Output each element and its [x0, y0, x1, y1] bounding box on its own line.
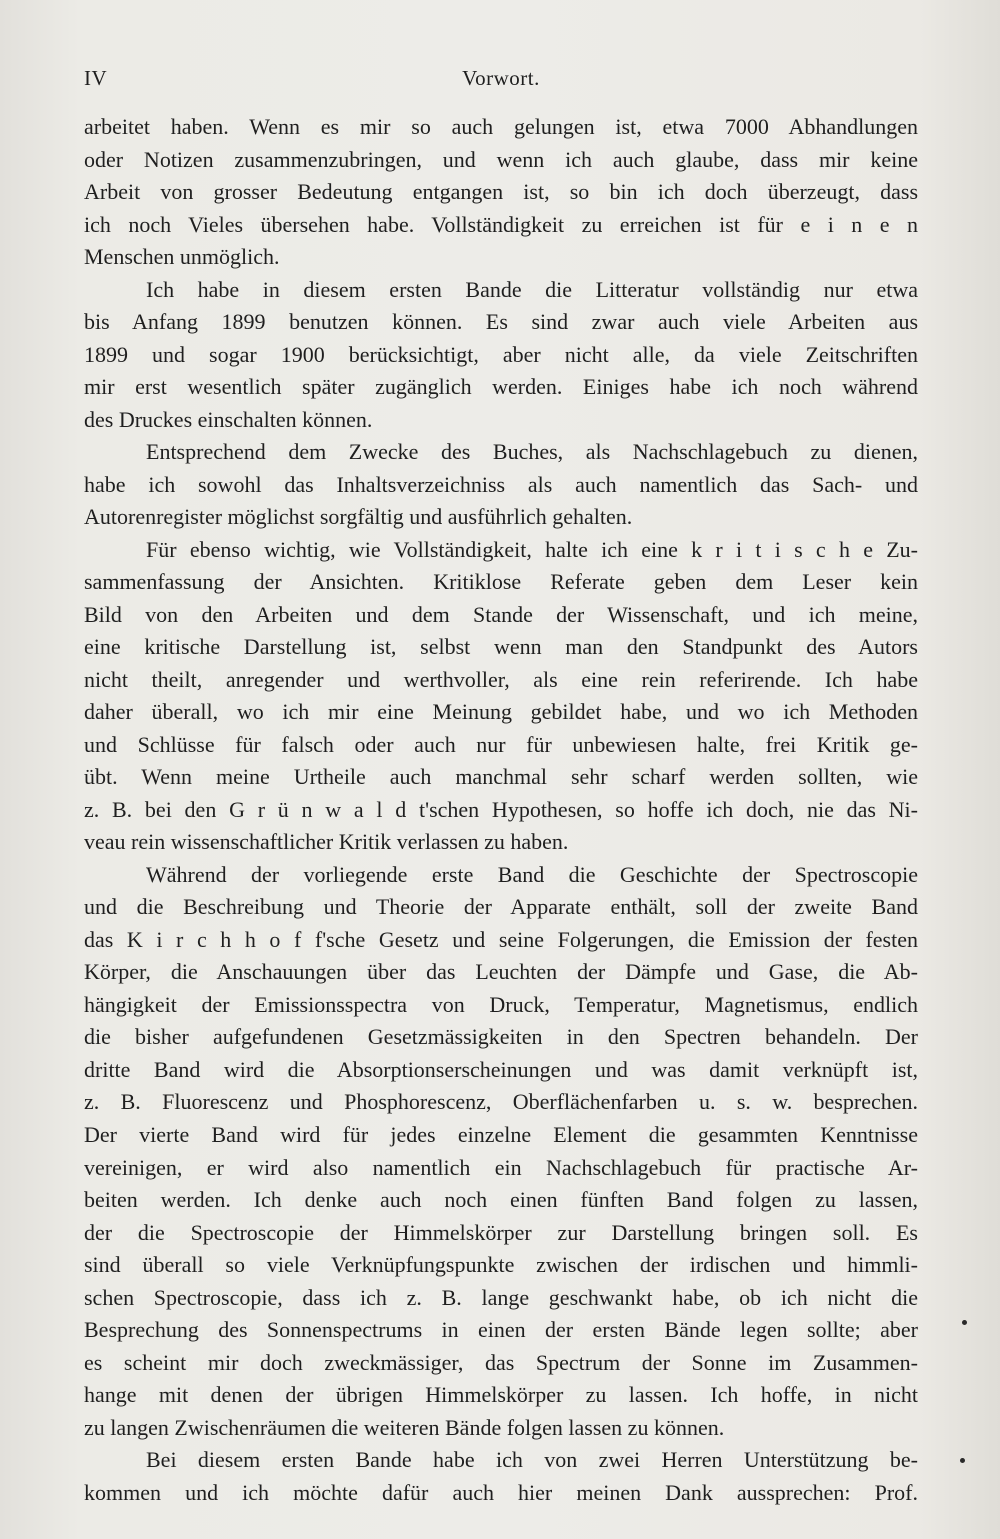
- scan-speck: [960, 1458, 965, 1463]
- text-line: habe ich sowohl das Inhaltsverzeichniss als auch namentlich das Sach- und: [84, 471, 918, 497]
- text-line: Der vierte Band wird für jedes einzelne Element die gesammten Kenntnisse: [84, 1121, 918, 1147]
- text-line: Bei diesem ersten Bande habe ich von zwei Herren Unterstützung be-: [146, 1447, 918, 1473]
- text-line: übt. Wenn meine Urtheile auch manchmal sehr scharf werden sollten, wie: [84, 764, 918, 790]
- preface-text: [84, 111, 918, 1509]
- text-line: nicht theilt, anregender und werthvoller, als eine rein referirende. Ich habe: [84, 666, 918, 692]
- text-line: 1899 und sogar 1900 berücksichtigt, aber nicht alle, da viele Zeitschriften: [84, 341, 918, 367]
- text-line: der die Spectroscopie der Himmelskörper zur Darstellung bringen soll. Es: [84, 1219, 918, 1245]
- text-line: das K i r c h h o f f'sche Gesetz und seine Folgerungen, die Emission der festen: [84, 926, 918, 952]
- text-line: sammenfassung der Ansichten. Kritiklose Referate geben dem Leser kein: [84, 569, 918, 595]
- text-line: zu langen Zwischenräumen die weiteren Bände folgen lassen zu können.: [84, 1414, 725, 1440]
- text-line: die bisher aufgefundenen Gesetzmässigkeiten in den Spectren behandeln. Der: [84, 1024, 918, 1050]
- text-line: dritte Band wird die Absorptionserscheinungen und was damit verknüpft ist,: [84, 1056, 918, 1082]
- text-line: hängigkeit der Emissionsspectra von Druck, Temperatur, Magnetismus, endlich: [84, 991, 918, 1017]
- page-number: IV: [84, 66, 108, 90]
- text-line: arbeitet haben. Wenn es mir so auch gelungen ist, etwa 7000 Abhandlungen: [84, 114, 918, 139]
- page-header: [84, 66, 918, 96]
- text-line: Körper, die Anschauungen über das Leuchten der Dämpfe und Gase, die Ab-: [84, 959, 918, 985]
- text-line: veau rein wissenschaftlicher Kritik verlassen zu haben.: [84, 829, 569, 855]
- text-line: Besprechung des Sonnenspectrums in einen der ersten Bände legen sollte; aber: [84, 1317, 918, 1343]
- text-line: z. B. Fluorescenz und Phosphorescenz, Oberflächenfarben u. s. w. besprechen.: [84, 1089, 918, 1115]
- text-line: Arbeit von grosser Bedeutung entgangen ist, so bin ich doch überzeugt, dass: [84, 179, 918, 205]
- text-line: Entsprechend dem Zwecke des Buches, als Nachschlagebuch zu dienen,: [146, 439, 918, 465]
- text-line: Während der vorliegende erste Band die Geschichte der Spectroscopie: [146, 861, 918, 887]
- text-line: Menschen unmöglich.: [84, 244, 280, 270]
- text-line: sind überall so viele Verknüpfungspunkte zwischen der irdischen und himmli-: [84, 1252, 918, 1278]
- text-line: hange mit denen der übrigen Himmelskörper zu lassen. Ich hoffe, in nicht: [84, 1382, 918, 1408]
- text-line: und Schlüsse für falsch oder auch nur für unbewiesen halte, frei Kritik ge-: [84, 731, 918, 757]
- text-line: ich noch Vieles übersehen habe. Vollständigkeit zu erreichen ist für e i n e n: [84, 211, 918, 237]
- text-line: oder Notizen zusammenzubringen, und wenn ich auch glaube, dass mir keine: [84, 146, 918, 172]
- text-line: mir erst wesentlich später zugänglich werden. Einiges habe ich noch während: [84, 374, 918, 400]
- text-line: vereinigen, er wird also namentlich ein Nachschlagebuch für practische Ar-: [84, 1154, 918, 1180]
- running-title: Vorwort.: [462, 66, 540, 90]
- text-line: Autorenregister möglichst sorgfältig und ausführlich gehalten.: [84, 504, 633, 530]
- text-line: beiten werden. Ich denke auch noch einen fünften Band folgen zu lassen,: [84, 1187, 918, 1213]
- text-line: Für ebenso wichtig, wie Vollständigkeit, halte ich eine k r i t i s c h e Zu-: [146, 536, 918, 562]
- text-line: kommen und ich möchte dafür auch hier meinen Dank aussprechen: Prof.: [84, 1479, 918, 1505]
- text-line: bis Anfang 1899 benutzen können. Es sind zwar auch viele Arbeiten aus: [84, 309, 918, 335]
- text-line: daher überall, wo ich mir eine Meinung gebildet habe, und wo ich Methoden: [84, 699, 918, 725]
- text-line: z. B. bei den G r ü n w a l d t'schen Hypothesen, so hoffe ich doch, nie das Ni-: [84, 796, 918, 822]
- text-line: und die Beschreibung und Theorie der Apparate enthält, soll der zweite Band: [84, 894, 918, 920]
- text-line: des Druckes einschalten können.: [84, 406, 373, 432]
- text-line: es scheint mir doch zweckmässiger, das Spectrum der Sonne im Zusammen-: [84, 1349, 918, 1375]
- text-line: eine kritische Darstellung ist, selbst wenn man den Standpunkt des Autors: [84, 634, 918, 660]
- text-line: schen Spectroscopie, dass ich z. B. lange geschwankt habe, ob ich nicht die: [84, 1284, 918, 1310]
- text-line: Ich habe in diesem ersten Bande die Litteratur vollständig nur etwa: [146, 276, 918, 302]
- scan-speck: [962, 1320, 967, 1325]
- text-line: Bild von den Arbeiten und dem Stande der Wissenschaft, und ich meine,: [84, 601, 918, 627]
